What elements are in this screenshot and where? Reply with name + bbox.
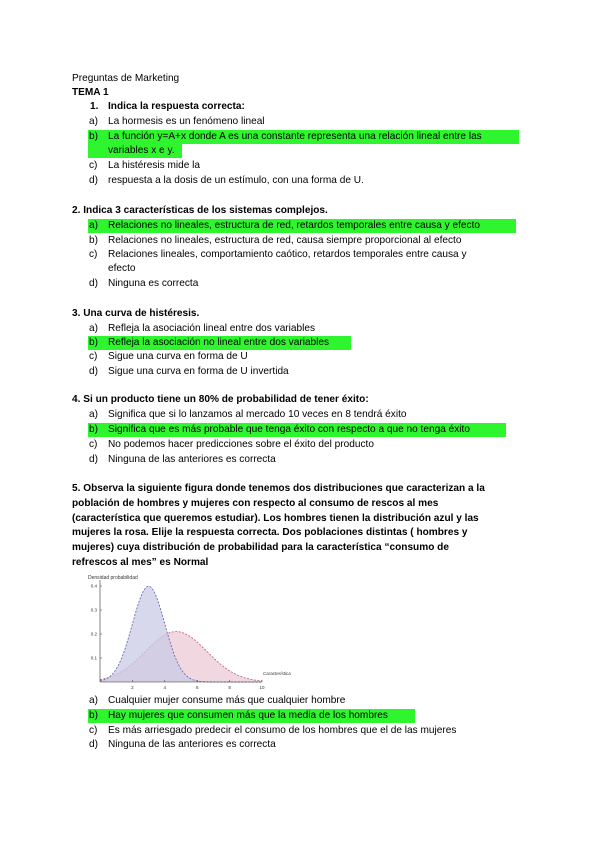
x-tick-label: 10 [259,685,265,690]
doc-title: Preguntas de Marketing [72,73,180,84]
q5-option-a-letter: a) [89,695,98,706]
q1-option-b-line1: La función y=A+x donde A es una constante representa una relación lineal entre las [108,131,482,142]
q1-question: Indica la respuesta correcta: [108,101,245,112]
q5-option-b: Hay mujeres que consumen más que la media de los hombres [108,710,388,721]
q4-option-b: Significa que es más probable que tenga éxito con respecto a que no tenga éxito [108,424,470,435]
x-tick-label: 2 [131,685,134,690]
q1-option-a: La hormesis es un fenómeno lineal [108,116,265,127]
q3-option-b-letter: b) [89,337,98,348]
q1-option-d-letter: d) [89,175,98,186]
section-title: TEMA 1 [72,87,109,98]
q3-question: 3. Una curva de histéresis. [72,308,200,319]
q2-option-c-line1: Relaciones lineales, comportamiento caótico, retardos temporales entre causa y [108,249,467,260]
q4-option-c: No podemos hacer predicciones sobre el éxito del producto [108,439,374,450]
q1-option-c-letter: c) [89,160,98,171]
y-tick-label: 0.1 [90,655,97,661]
q2-option-b-letter: b) [89,235,98,246]
q5-option-d-letter: d) [89,739,98,750]
q2-option-c-line2: efecto [108,263,136,274]
q4-option-b-letter: b) [89,424,98,435]
x-tick-label: 8 [228,685,231,690]
q5-question-line-6: refrescos al mes” es Normal [72,557,209,568]
q5-option-c: Es más arriesgado predecir el consumo de los hombres que el de las mujeres [108,725,457,736]
q3-option-d-letter: d) [89,366,98,377]
q2-question: 2. Indica 3 características de los sistemas complejos. [72,205,328,216]
q1-option-b-letter: b) [89,131,98,142]
q1-option-b-line2: variables x e y. [108,145,175,156]
q5-question-line-2: población de hombres y mujeres con respecto al consumo de rescos al mes [72,498,439,509]
q5-question-line-1: 5. Observa la siguiente figura donde tenemos dos distribuciones que caracterizan a la [72,483,485,494]
q3-option-a: Refleja la asociación lineal entre dos variables [108,323,316,334]
q2-option-b: Relaciones no lineales, estructura de red, causa siempre proporcional al efecto [108,235,462,246]
q5-option-d: Ninguna de las anteriores es correcta [108,739,276,750]
q5-question-line-3: (característica que queremos estudiar). Los hombres tienen la distribución azul y las [72,513,479,524]
q4-option-d-letter: d) [89,454,98,465]
q3-option-c-letter: c) [89,351,98,362]
y-axis-label: Densidad probabilidad [88,575,138,581]
q5-question-line-5: mujeres) cuya distribución de probabilidad para la característica “consumo de [72,542,449,553]
q2-option-d-letter: d) [89,278,98,289]
y-tick-label: 0.4 [90,583,97,589]
q1-option-c: La histéresis mide la [108,160,201,171]
q2-option-c-letter: c) [89,249,98,260]
q4-option-a: Significa que si lo lanzamos al mercado 10 veces en 8 tendrá éxito [108,409,407,420]
q2-option-a-letter: a) [89,220,98,231]
y-tick-label: 0.2 [90,631,97,637]
q3-option-a-letter: a) [89,323,98,334]
x-tick-label: 4 [163,685,167,690]
q2-option-d: Ninguna es correcta [108,278,199,289]
q5-question-line-4: mujeres la rosa. Elije la respuesta correcta. Dos poblaciones distintas ( hombres y [72,527,468,538]
q1-option-d: respuesta a la dosis de un estímulo, con una forma de U. [108,175,364,186]
q4-question: 4. Si un producto tiene un 80% de probabilidad de tener éxito: [72,394,369,405]
x-axis-label: Característica [263,671,291,676]
distribution-chart [84,574,291,694]
q5-option-b-letter: b) [89,710,98,721]
q5-option-a: Cualquier mujer consume más que cualquier hombre [108,695,346,706]
q3-option-c: Sigue una curva en forma de U [108,351,248,362]
q4-option-a-letter: a) [89,409,98,420]
x-tick-label: 6 [195,685,199,690]
q3-option-d: Sigue una curva en forma de U invertida [108,366,289,377]
q2-option-a: Relaciones no lineales, estructura de red, retardos temporales entre causa y efecto [108,220,480,231]
q1-option-a-letter: a) [89,116,98,127]
q1-number: 1. [90,101,99,112]
q3-option-b: Refleja la asociación no lineal entre dos variables [108,337,330,348]
q4-option-c-letter: c) [89,439,98,450]
y-tick-label: 0.3 [90,607,97,613]
q5-option-c-letter: c) [89,725,98,736]
q4-option-d: Ninguna de las anteriores es correcta [108,454,276,465]
